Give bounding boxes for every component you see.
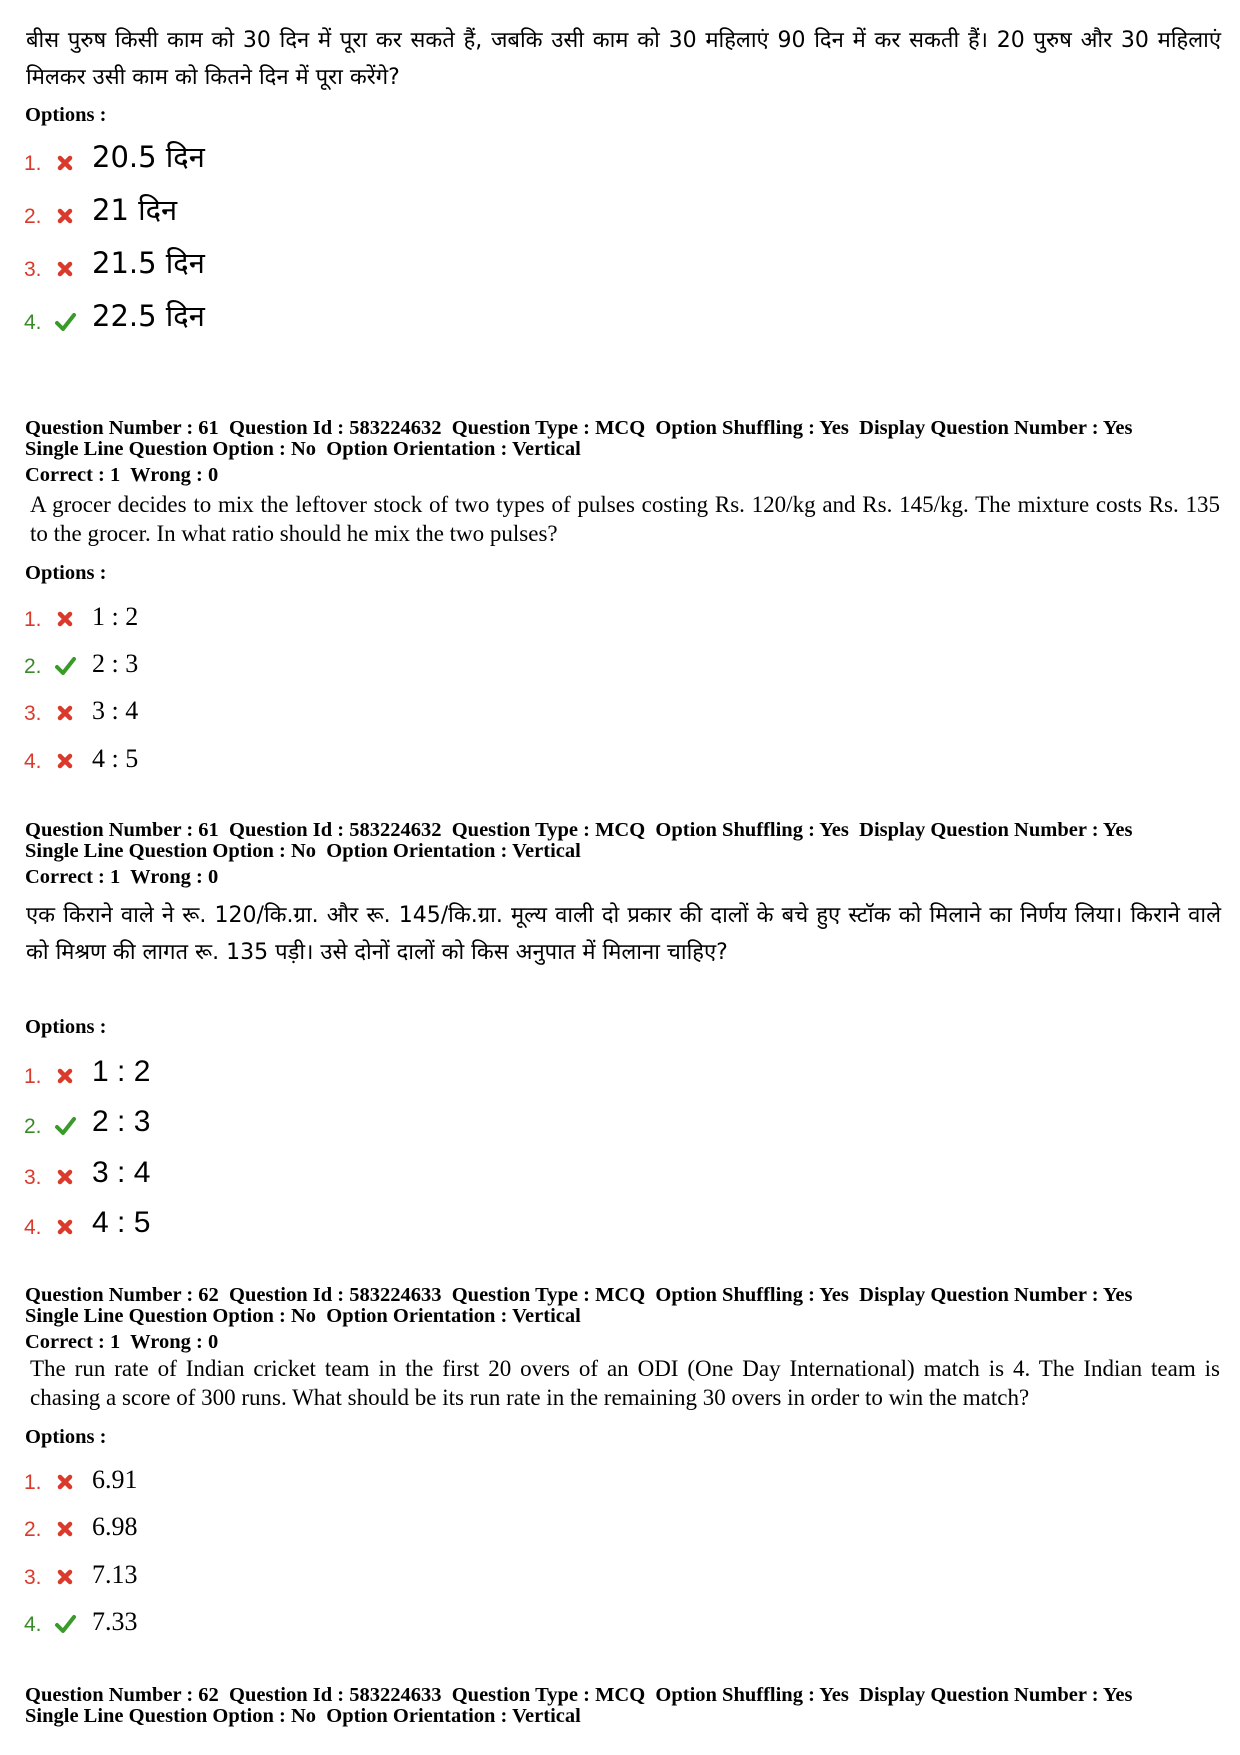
question-meta-line2: Single Line Question Option : No Option Orientation : Vertical xyxy=(25,1705,581,1727)
option-number: 3. xyxy=(24,1566,42,1589)
question-text-english-cricket: The run rate of Indian cricket team in the first 20 overs of an ODI (One Day International) match is 4. The Indian team is chasing a score of 300 runs. What should be its run rate in the remaining 30 overs in order to win the match? xyxy=(30,1356,1220,1410)
option-1 xyxy=(24,588,624,632)
option-number: 2. xyxy=(24,1518,42,1541)
cross-icon xyxy=(54,1566,76,1588)
option-value: 21.5 दिन xyxy=(92,246,205,280)
options-label: Options : xyxy=(25,1426,107,1448)
option-value: 4 : 5 xyxy=(92,744,139,773)
option-value: 1 : 2 xyxy=(92,602,139,631)
option-4 xyxy=(24,730,624,774)
option-1 xyxy=(24,1451,624,1495)
option-4 xyxy=(24,1593,624,1637)
option-value: 3 : 4 xyxy=(92,1156,151,1189)
cross-icon xyxy=(54,702,76,724)
option-number: 1. xyxy=(24,1065,42,1088)
options-label: Options : xyxy=(25,104,107,126)
option-number: 1. xyxy=(24,608,42,631)
option-number: 2. xyxy=(24,655,42,678)
option-number: 3. xyxy=(24,702,42,725)
score-line: Correct : 1 Wrong : 0 xyxy=(25,464,219,486)
question-text-hindi-work: बीस पुरुष किसी काम को 30 दिन में पूरा कर सकते हैं, जबकि उसी काम को 30 महिलाएं 90 दिन में कर सकती हैं। 20 पुरुष और 30 महिलाएं मिलकर उसी काम को कितने दिन में पूरा करेंगे? xyxy=(26,28,1221,90)
question-text-hindi-pulses: एक किराने वाले ने रू. 120/कि.ग्रा. और रू. 145/कि.ग्रा. मूल्य वाली दो प्रकार की दालों के बचे हुए स्टॉक को मिलाने का निर्णय लिया। किराने वाले को मिश्रण की लागत रू. 135 पड़ी। उसे दोनों दालों को किस अनुपात में मिलाना चाहिए? xyxy=(26,903,1221,965)
option-value: 2 : 3 xyxy=(92,1105,151,1138)
option-3 xyxy=(24,1146,624,1190)
option-2 xyxy=(24,185,624,229)
question-meta-line2: Single Line Question Option : No Option Orientation : Vertical xyxy=(25,438,581,460)
question-meta-line1: Question Number : 61 Question Id : 583224632 Question Type : MCQ Option Shuffling : Yes Display Question Number : Yes xyxy=(25,417,1133,439)
question-meta-line2: Single Line Question Option : No Option Orientation : Vertical xyxy=(25,840,581,862)
options-label: Options : xyxy=(25,1016,107,1038)
check-icon xyxy=(54,311,76,333)
option-value: 1 : 2 xyxy=(92,1055,151,1088)
cross-icon xyxy=(54,750,76,772)
option-2 xyxy=(24,635,624,679)
option-number: 4. xyxy=(24,1216,42,1239)
option-4 xyxy=(24,291,624,335)
option-4 xyxy=(24,1196,624,1240)
cross-icon xyxy=(54,152,76,174)
option-value: 2 : 3 xyxy=(92,649,139,678)
option-number: 3. xyxy=(24,258,42,281)
check-icon xyxy=(54,1613,76,1635)
question-meta-line2: Single Line Question Option : No Option Orientation : Vertical xyxy=(25,1305,581,1327)
option-number: 4. xyxy=(24,750,42,773)
option-value: 6.98 xyxy=(92,1512,138,1541)
option-value: 20.5 दिन xyxy=(92,140,205,174)
cross-icon xyxy=(54,258,76,280)
cross-icon xyxy=(54,1471,76,1493)
question-meta-line1: Question Number : 62 Question Id : 583224633 Question Type : MCQ Option Shuffling : Yes Display Question Number : Yes xyxy=(25,1284,1133,1306)
option-value: 6.91 xyxy=(92,1465,138,1494)
option-number: 4. xyxy=(24,311,42,334)
option-value: 4 : 5 xyxy=(92,1206,151,1239)
option-2 xyxy=(24,1498,624,1542)
cross-icon xyxy=(54,205,76,227)
option-3 xyxy=(24,238,624,282)
option-value: 22.5 दिन xyxy=(92,299,205,333)
cross-icon xyxy=(54,1518,76,1540)
question-text-english-pulses: A grocer decides to mix the leftover stock of two types of pulses costing Rs. 120/kg and Rs. 145/kg. The mixture costs Rs. 135 to the grocer. In what ratio should he mix the two pulses? xyxy=(30,492,1220,546)
cross-icon xyxy=(54,1065,76,1087)
option-1 xyxy=(24,1045,624,1089)
question-meta-line1: Question Number : 62 Question Id : 583224633 Question Type : MCQ Option Shuffling : Yes Display Question Number : Yes xyxy=(25,1684,1133,1706)
option-number: 2. xyxy=(24,1115,42,1138)
option-number: 4. xyxy=(24,1613,42,1636)
check-icon xyxy=(54,1115,76,1137)
option-3 xyxy=(24,682,624,726)
cross-icon xyxy=(54,608,76,630)
cross-icon xyxy=(54,1166,76,1188)
option-2 xyxy=(24,1095,624,1139)
score-line: Correct : 1 Wrong : 0 xyxy=(25,866,219,888)
question-meta-line1: Question Number : 61 Question Id : 583224632 Question Type : MCQ Option Shuffling : Yes Display Question Number : Yes xyxy=(25,819,1133,841)
options-label: Options : xyxy=(25,562,107,584)
check-icon xyxy=(54,655,76,677)
option-value: 7.33 xyxy=(92,1607,138,1636)
option-number: 1. xyxy=(24,1471,42,1494)
option-number: 3. xyxy=(24,1166,42,1189)
option-value: 21 दिन xyxy=(92,193,178,227)
option-number: 1. xyxy=(24,152,42,175)
option-1 xyxy=(24,132,624,176)
cross-icon xyxy=(54,1216,76,1238)
option-value: 3 : 4 xyxy=(92,696,139,725)
option-value: 7.13 xyxy=(92,1560,138,1589)
option-number: 2. xyxy=(24,205,42,228)
score-line: Correct : 1 Wrong : 0 xyxy=(25,1331,219,1353)
option-3 xyxy=(24,1546,624,1590)
